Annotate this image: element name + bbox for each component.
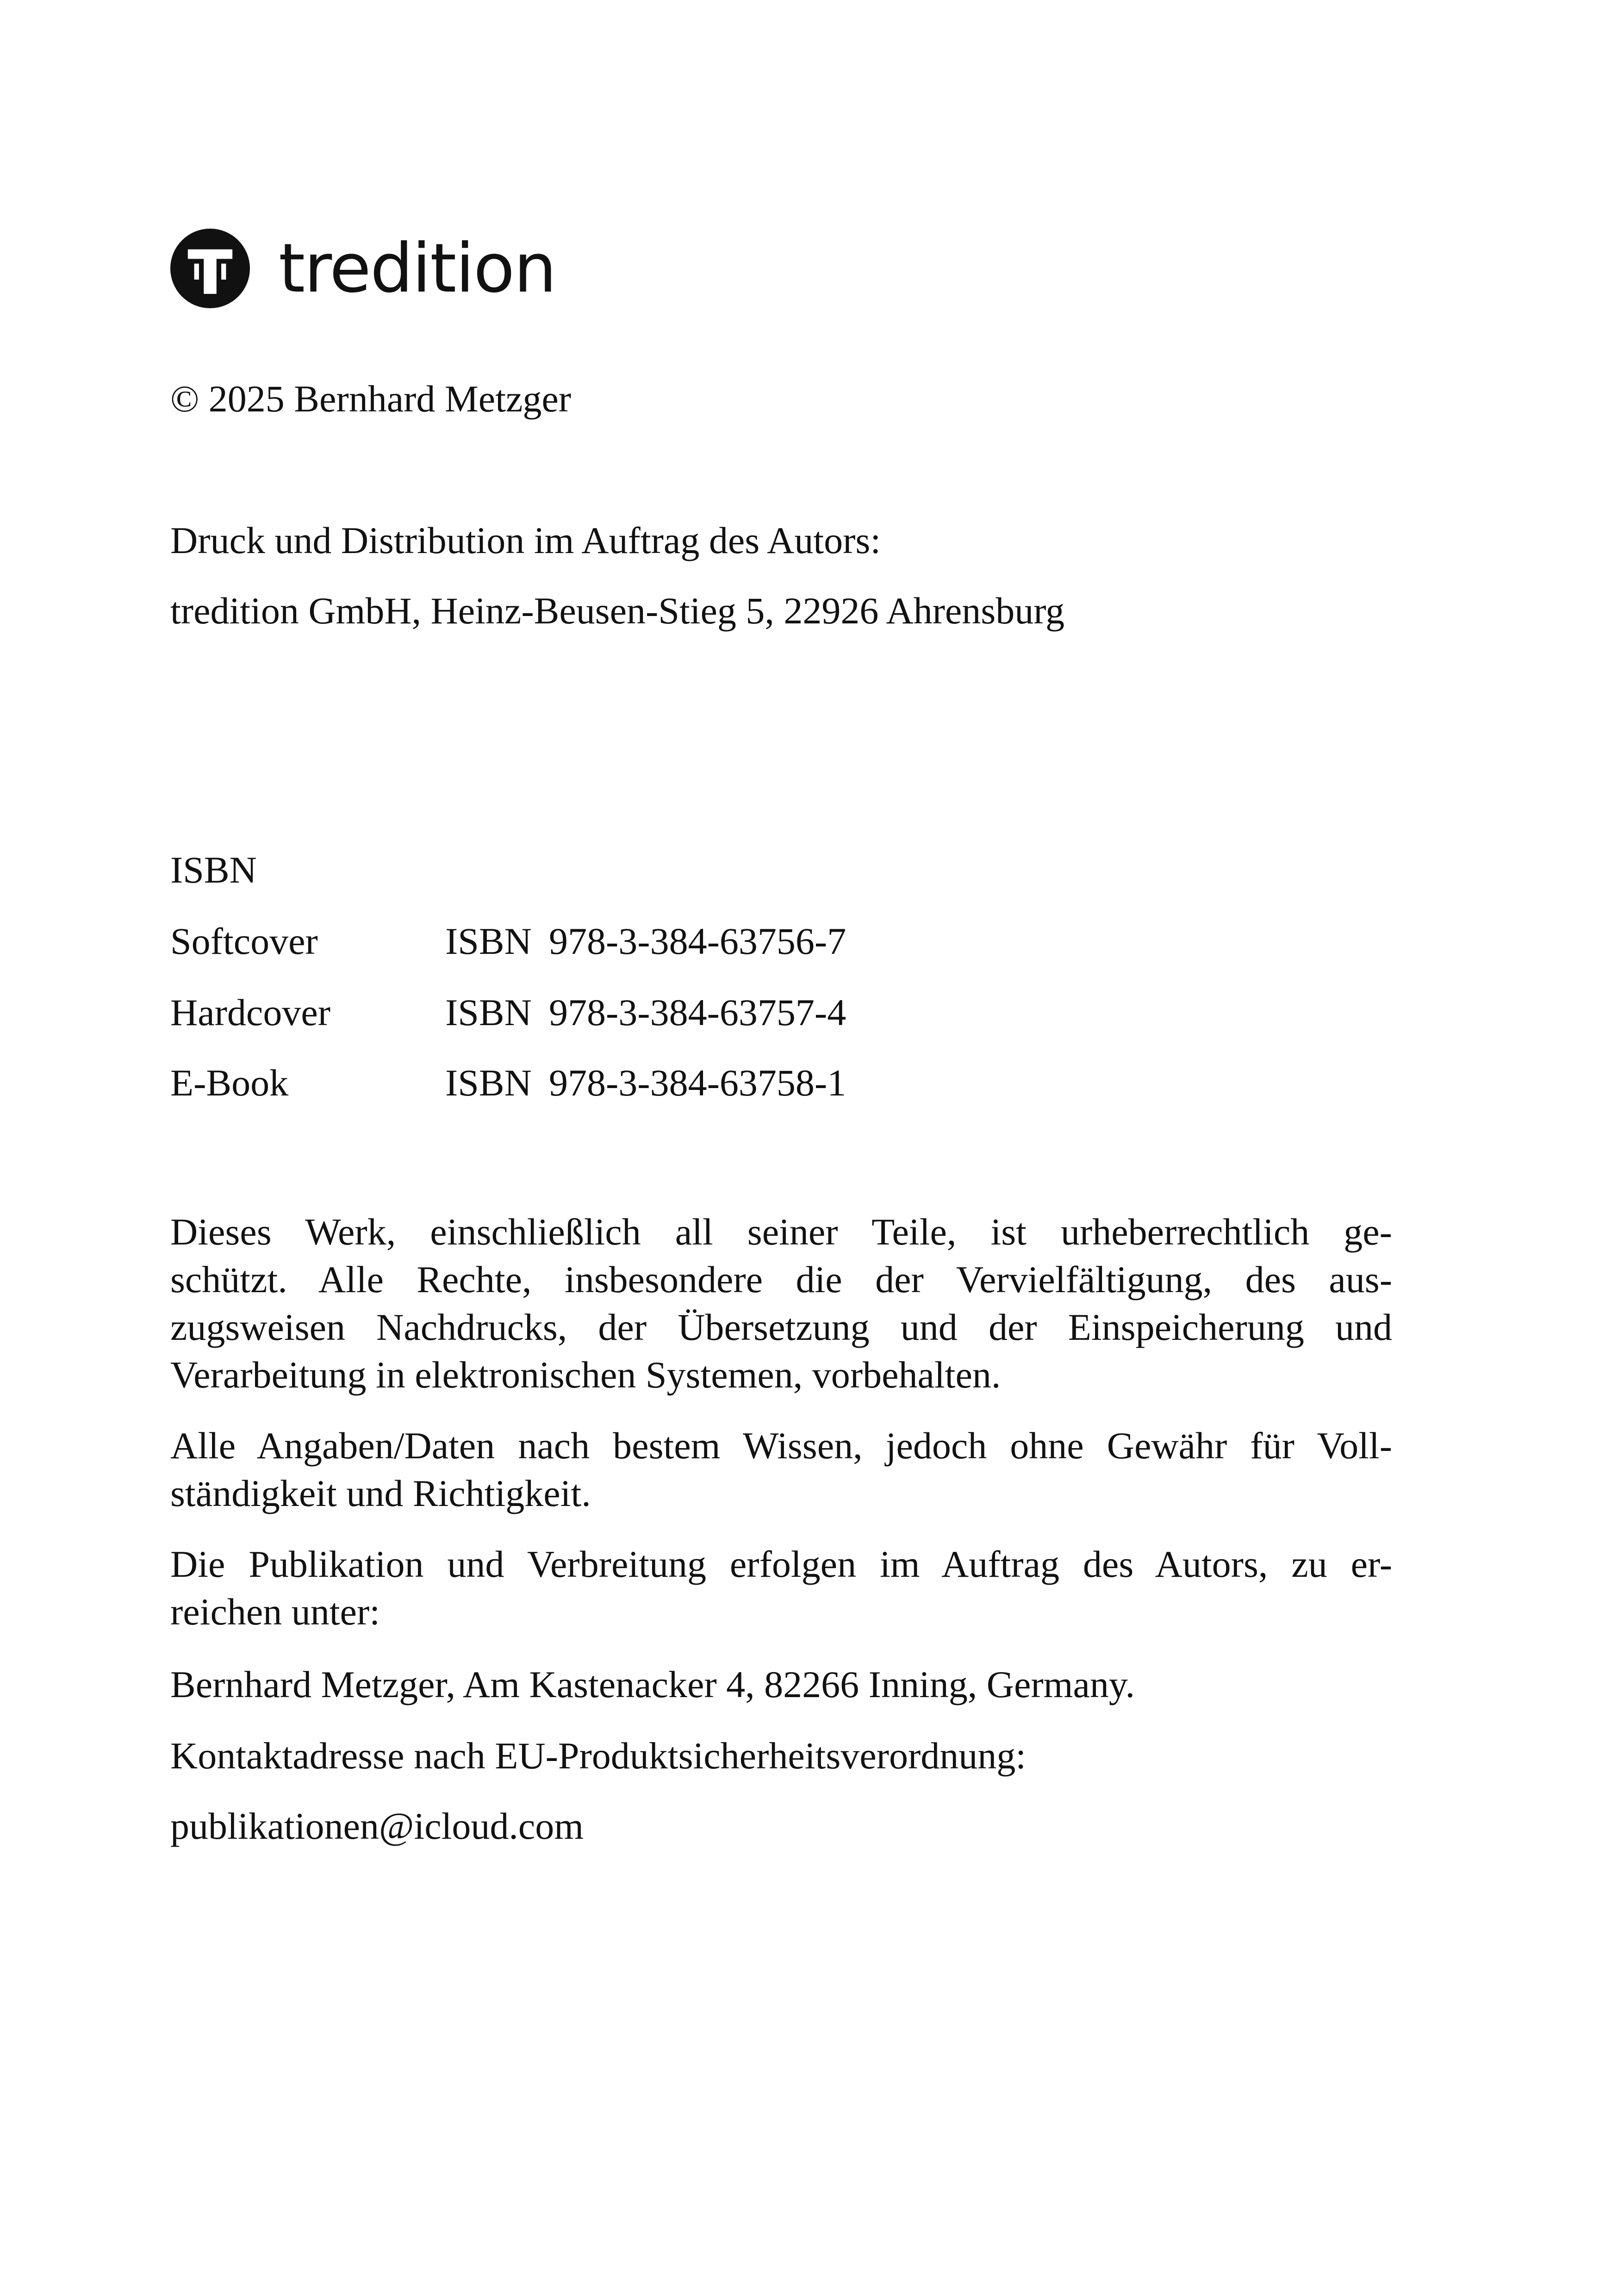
disclaimer (170, 1422, 1392, 1517)
copyright-notice-line: Dieses Werk, einschließlich all seiner Teile, ist urheberrechtlich ge- (170, 1211, 1392, 1253)
isbn-format: Softcover (170, 920, 318, 962)
isbn-label: ISBN (445, 920, 532, 962)
author-address: Bernhard Metzger, Am Kastenacker 4, 82266 Inning, Germany. (170, 1663, 1135, 1705)
isbn-row-hardcover (170, 989, 1096, 1036)
distribution-label: Druck und Distribution im Auftrag des Autors: (170, 519, 881, 561)
disclaimer-line: ständigkeit und Richtigkeit. (170, 1472, 591, 1514)
isbn-row-ebook (170, 1060, 1096, 1106)
isbn-number: 978-3-384-63757-4 (549, 991, 846, 1033)
isbn-number: 978-3-384-63758-1 (549, 1062, 846, 1104)
isbn-format: E-Book (170, 1062, 289, 1104)
disclaimer-line: Alle Angaben/Daten nach bestem Wissen, jedoch ohne Gewähr für Voll- (170, 1425, 1392, 1467)
isbn-row-softcover (170, 918, 1096, 964)
contact-email: publikationen@icloud.com (170, 1805, 584, 1847)
contact-label: Kontaktadresse nach EU-Produktsicherheitsverordnung: (170, 1735, 1027, 1777)
copyright-notice-line: schützt. Alle Rechte, insbesondere die der Vervielfältigung, des aus- (170, 1258, 1392, 1300)
tredition-t-icon (170, 229, 250, 308)
publisher-logo (170, 227, 556, 310)
copyright-line: © 2025 Bernhard Metzger (170, 378, 572, 420)
publication-note (170, 1540, 1392, 1636)
isbn-label: ISBN (445, 991, 532, 1033)
isbn-label: ISBN (445, 1062, 532, 1104)
isbn-number: 978-3-384-63756-7 (549, 920, 846, 962)
publisher-logo-text: tredition (279, 229, 556, 308)
publication-note-line: Die Publikation und Verbreitung erfolgen im Auftrag des Autors, zu er- (170, 1543, 1392, 1585)
copyright-notice-line: zugsweisen Nachdrucks, der Übersetzung und der Einspeicherung und (170, 1306, 1392, 1348)
isbn-heading: ISBN (170, 849, 257, 891)
isbn-format: Hardcover (170, 991, 331, 1033)
copyright-notice (170, 1208, 1392, 1399)
copyright-notice-line: Verarbeitung in elektronischen Systemen, vorbehalten. (170, 1354, 1001, 1396)
publication-note-line: reichen unter: (170, 1591, 380, 1633)
distribution-address: tredition GmbH, Heinz-Beusen-Stieg 5, 22926 Ahrensburg (170, 590, 1065, 632)
